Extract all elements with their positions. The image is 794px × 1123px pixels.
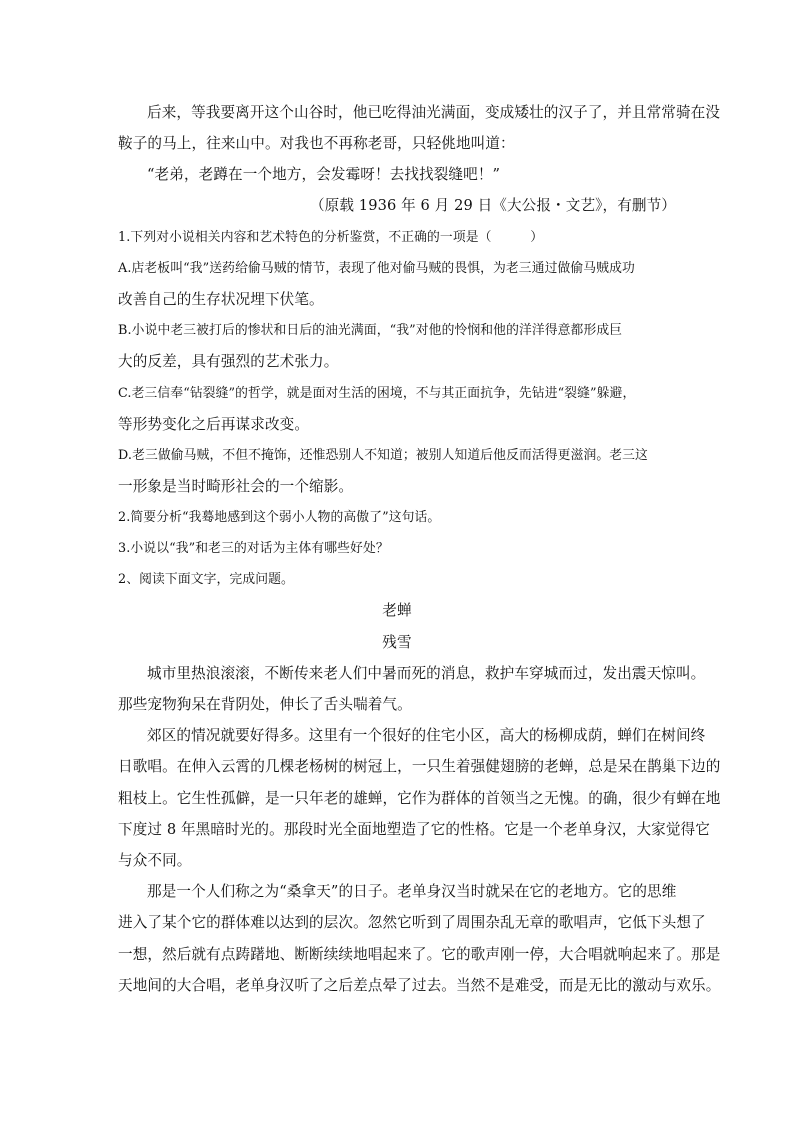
- article-line: 一想，然后就有点踌躇地、断断续续地唱起来了。它的歌声刚一停，大合唱就响起来了。那是: [118, 946, 721, 963]
- section-heading: 2、阅读下面文字，完成问题。: [118, 572, 294, 587]
- question-2: 2.简要分析“我蓦地感到这个弱小人物的高傲了”这句话。: [118, 510, 441, 525]
- article-line: 日歌唱。在伸入云霄的几棵老杨树的树冠上，一只生着强健翅膀的老蝉，总是呆在鹊巢下边的: [118, 758, 721, 775]
- dialogue-line: “老弟，老蹲在一个地方，会发霉呀！去找找裂缝吧！”: [147, 166, 501, 183]
- article-line: 进入了某个它的群体难以达到的层次。忽然它听到了周围杂乱无章的歌唱声，它低下头想了: [118, 914, 706, 931]
- option-a-cont: 改善自己的生存状况埋下伏笔。: [118, 291, 324, 308]
- source-note: （原载 1936 年 6 月 29 日《大公报・文艺》，有删节）: [309, 197, 676, 214]
- question-1: 1.下列对小说相关内容和艺术特色的分析鉴赏，不正确的一项是（ ）: [118, 230, 544, 245]
- article-line: 下度过 8 年黑暗时光的。那段时光全面地塑造了它的性格。它是一个老单身汉，大家觉得它: [118, 821, 710, 838]
- article-title: 老蝉: [382, 602, 412, 619]
- option-c-cont: 等形势变化之后再谋求改变。: [118, 416, 310, 433]
- article-line: 粗枝上。它生性孤僻，是一只年老的雄蝉，它作为群体的首领当之无愧。的确，很少有蝉在地: [118, 790, 721, 807]
- option-b-cont: 大的反差，具有强烈的艺术张力。: [118, 353, 339, 370]
- option-a: A.店老板叫“我”送药给偷马贼的情节，表现了他对偷马贼的畏惧，为老三通过做偷马贼成功: [118, 261, 635, 276]
- option-d: D.老三做偷马贼，不但不掩饰，还惟恐别人不知道；被别人知道后他反而活得更滋润。老三这: [118, 448, 648, 463]
- option-b: B.小说中老三被打后的惨状和日后的油光满面，“我”对他的怜悯和他的洋洋得意都形成巨: [118, 323, 623, 338]
- article-line: 郊区的情况就要好得多。这里有一个很好的住宅小区，高大的杨柳成荫，蝉们在树间终: [147, 727, 706, 744]
- question-3: 3.小说以“我”和老三的对话为主体有哪些好处？: [118, 541, 389, 556]
- article-line: 与众不同。: [118, 852, 192, 869]
- article-line: 那些宠物狗呆在背阴处，伸长了舌头喘着气。: [118, 696, 412, 713]
- article-line: 天地间的大合唱，老单身汉听了之后差点晕了过去。当然不是难受，而是无比的激动与欢乐。: [118, 977, 721, 994]
- article-line: 城市里热浪滚滚，不断传来老人们中暑而死的消息，救护车穿城而过，发出震天惊叫。: [147, 665, 706, 682]
- article-author: 残雪: [382, 634, 412, 651]
- paragraph-line: 鞍子的马上，往来山中。对我也不再称老哥，只轻佻地叫道：: [118, 135, 515, 152]
- article-line: 那是一个人们称之为“桑拿天”的日子。老单身汉当时就呆在它的老地方。它的思维: [147, 883, 677, 900]
- paragraph-line: 后来，等我要离开这个山谷时，他已吃得油光满面，变成矮壮的汉子了，并且常常骑在没: [147, 104, 721, 121]
- option-c: C.老三信奉“钻裂缝”的哲学，就是面对生活的困境，不与其正面抗争，先钻进“裂缝”躲避，: [118, 386, 636, 401]
- option-d-cont: 一形象是当时畸形社会的一个缩影。: [118, 478, 354, 495]
